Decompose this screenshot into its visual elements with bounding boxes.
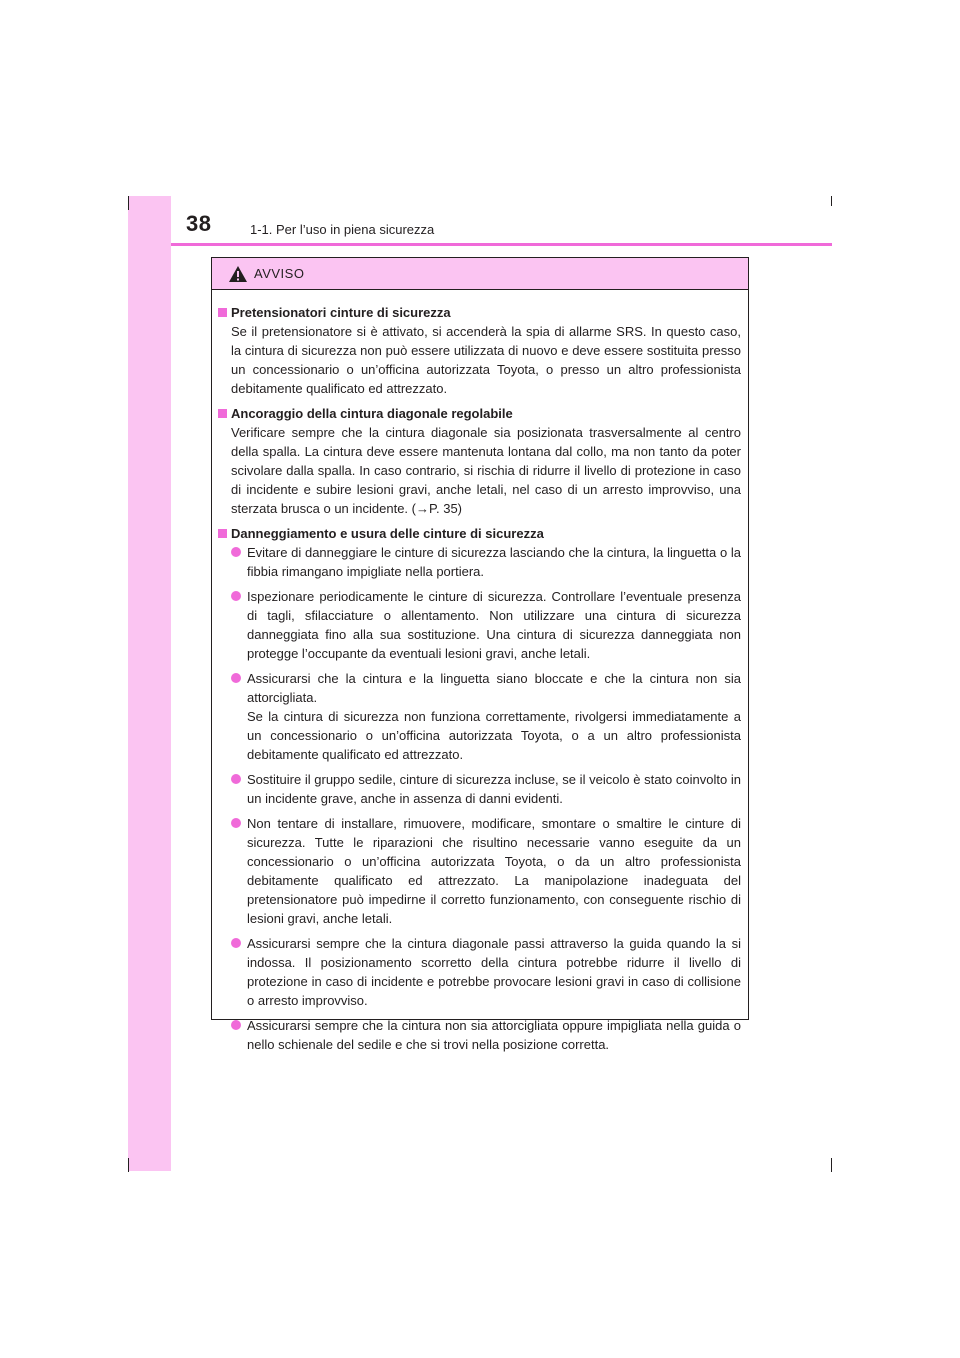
bullet-text <box>247 669 741 764</box>
header-rule <box>171 243 832 246</box>
bullet-text-part: Assicurarsi che la cintura e la linguetta siano bloccate e che la cintura non sia attorcigliata. <box>247 671 741 705</box>
square-bullet-icon <box>218 308 227 317</box>
list-item <box>218 770 741 808</box>
warning-header <box>212 258 748 290</box>
topic-damage <box>218 524 741 1054</box>
topic-heading: Danneggiamento e usura delle cinture di sicurezza <box>231 526 544 541</box>
warning-body <box>212 290 748 1054</box>
list-item <box>218 587 741 663</box>
dot-bullet-icon <box>231 673 241 683</box>
list-item <box>218 1016 741 1054</box>
dot-bullet-icon <box>231 547 241 557</box>
warning-box <box>211 257 749 1052</box>
crop-mark <box>128 196 129 210</box>
list-item <box>218 814 741 928</box>
page-number: 38 <box>186 211 212 236</box>
bullet-text: Assicurarsi sempre che la cintura diagonale passi attraverso la guida quando la si indossa. Il posizionamento scorretto della cintura potrebbe ridurre il livello di protezione in caso di incidente e potrebbe provocare lesioni gravi in caso di collisione o arresto improvviso. <box>247 936 741 1008</box>
list-item <box>218 543 741 581</box>
crop-mark <box>128 1158 129 1172</box>
crop-mark <box>831 196 832 206</box>
bullet-text: Non tentare di installare, rimuovere, modificare, smontare o smaltire le cinture di sicurezza. Tutte le riparazioni che risultino necessarie vanno eseguite da un concessionario o un’officina autorizzata Toyota, o da un altro professionista debitamente qualificato ed attrezzato. La manipolazione inadeguata del pretensionatore può impedirne il corretto funzionamento, con conseguente rischio di lesioni gravi, anche letali. <box>247 816 741 926</box>
dot-bullet-icon <box>231 938 241 948</box>
topic-pretensioners <box>218 303 741 398</box>
topic-heading: Ancoraggio della cintura diagonale regolabile <box>231 406 513 421</box>
bullet-text: Sostituire il gruppo sedile, cinture di sicurezza incluse, se il veicolo è stato coinvolto in un incidente grave, anche in assenza di danni evidenti. <box>247 772 741 806</box>
list-item <box>218 669 741 764</box>
section-title: 1-1. Per l’uso in piena sicurezza <box>250 222 435 237</box>
dot-bullet-icon <box>231 774 241 784</box>
dot-bullet-icon <box>231 818 241 828</box>
bullet-text: Ispezionare periodicamente le cinture di sicurezza. Controllare l’eventuale presenza di tagli, sfilacciature o allentamento. Non utilizzare una cintura di sicurezza danneggiata fino alla sua sostituzione. Una cintura di sicurezza danneggiata non protegge l’occupante da eventuali lesioni gravi, anche letali. <box>247 589 741 661</box>
bullet-text-part: Se la cintura di sicurezza non funziona correttamente, rivolgersi immediatamente a un concessionario o un’officina autorizzata Toyota, o a un altro professionista debitamente qualificato ed attrezzato. <box>247 709 741 762</box>
topic-heading: Pretensionatori cinture di sicurezza <box>231 305 451 320</box>
bullet-text: Assicurarsi sempre che la cintura non sia attorcigliata oppure impigliata nella guida o nello schienale del sedile e che si trovi nella posizione corretta. <box>247 1018 741 1052</box>
topic-text: Verificare sempre che la cintura diagonale sia posizionata trasversalmente al centro della spalla. La cintura deve essere mantenuta lontana dal collo, ma non tanto da poter scivolare dalla spalla. In caso contrario, si rischia di ridurre il livello di protezione in caso di incidente e subire lesioni gravi, anche letali, nel caso di un arresto improvviso, una sterzata brusca o un incidente. (→P. 35) <box>231 425 741 516</box>
bullet-list <box>218 543 741 1054</box>
warning-triangle-icon <box>228 265 248 283</box>
topic-anchor <box>218 404 741 518</box>
square-bullet-icon <box>218 529 227 538</box>
dot-bullet-icon <box>231 1020 241 1030</box>
list-item <box>218 934 741 1010</box>
square-bullet-icon <box>218 409 227 418</box>
chapter-color-strip <box>128 196 171 1171</box>
crop-mark <box>831 1158 832 1172</box>
bullet-text: Evitare di danneggiare le cinture di sicurezza lasciando che la cintura, la linguetta o la fibbia rimangano impigliate nella portiera. <box>247 545 741 579</box>
dot-bullet-icon <box>231 591 241 601</box>
topic-text: Se il pretensionatore si è attivato, si accenderà la spia di allarme SRS. In questo caso, la cintura di sicurezza non può essere utilizzata di nuovo e deve essere sostituita presso un concessionario o un’officina autorizzata Toyota, o presso un altro professionista debitamente qualificato ed attrezzato. <box>231 324 741 396</box>
warning-label: AVVISO <box>254 266 305 281</box>
